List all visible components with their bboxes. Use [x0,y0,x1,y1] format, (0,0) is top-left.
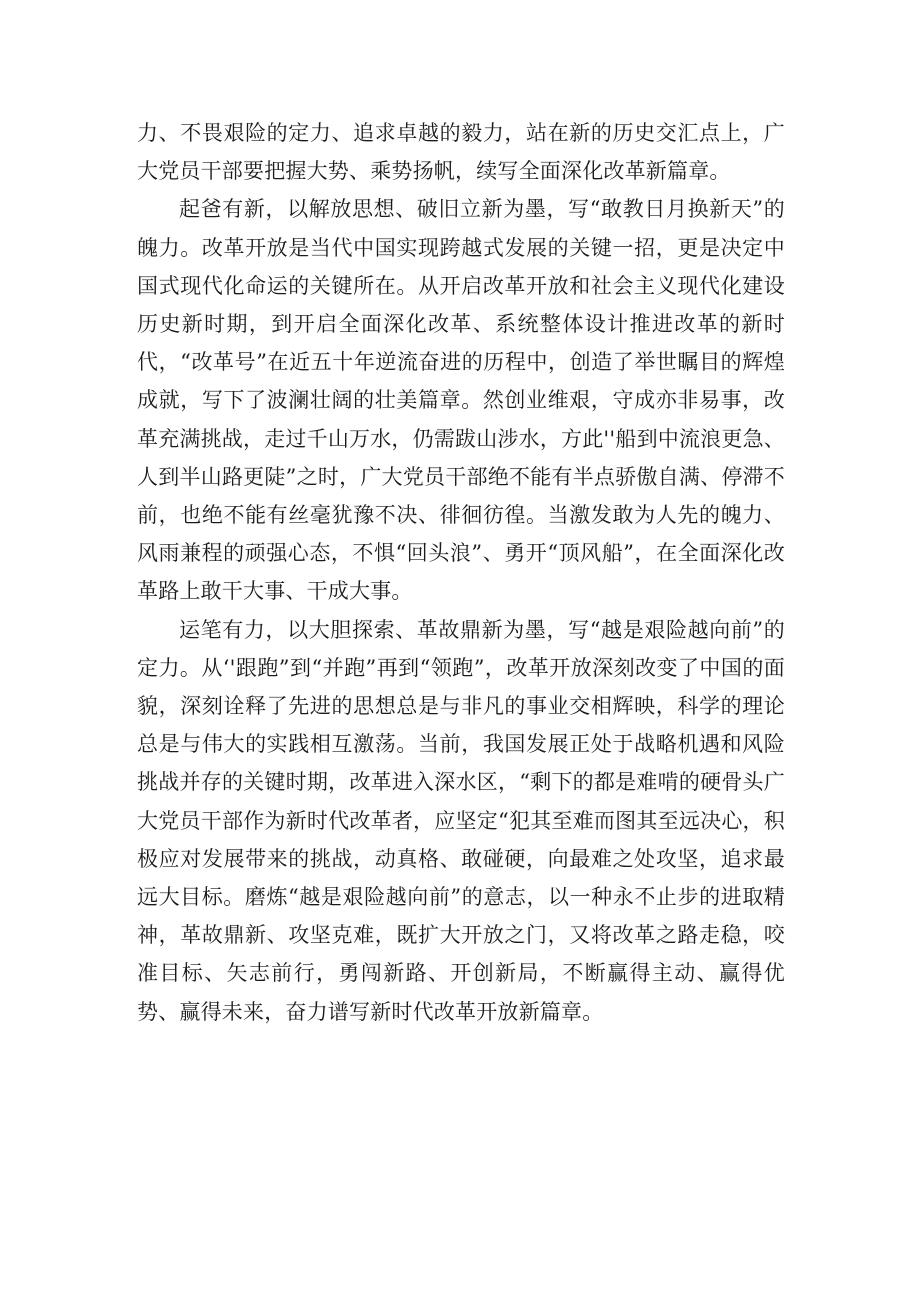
paragraph-reform-resolve: 运笔有力，以大胆探索、革故鼎新为墨，写“越是艰险越向前”的定力。从‘'跟跑”到“并跑”再到“领跑”，改革开放深刻改变了中国的面貌，深刻诠释了先进的思想总是与非凡的事业交相辉映，科学的理论总是与伟大的实践相互激荡。当前，我国发展正处于战略机遇和风险挑战并存的关键时期，改革进入深水区，“剩下的都是难啃的硬骨头广大党员干部作为新时代改革者，应坚定“犯其至难而图其至远决心，积极应对发展带来的挑战，动真格、敢碰硬，向最难之处攻坚，追求最远大目标。磨炼“越是艰险越向前”的意志，以一种永不止步的进取精神，革故鼎新、攻坚克难，既扩大开放之门，又将改革之路走稳，咬准目标、矢志前行，勇闯新路、开创新局，不断赢得主动、赢得优势、赢得未来，奋力谱写新时代改革开放新篇章。 [137,617,785,1024]
paragraph-continuation: 力、不畏艰险的定力、追求卓越的毅力，站在新的历史交汇点上，广大党员干部要把握大势、乘势扬帆，续写全面深化改革新篇章。 [137,121,785,184]
paragraph-reform-courage: 起爸有新，以解放思想、破旧立新为墨，写“敢教日月换新天”的魄力。改革开放是当代中国实现跨越式发展的关键一招，更是决定中国式现代化命运的关键所在。从开启改革开放和社会主义现代化建设历史新时期，到开启全面深化改革、系统整体设计推进改革的新时代，“改革号”在近五十年逆流奋进的历程中，创造了举世瞩目的辉煌成就，写下了波澜壮阔的壮美篇章。然创业维艰，守成亦非易事，改革充满挑战，走过千山万水，仍需跋山涉水，方此''船到中流浪更急、人到半山路更陡”之时，广大党员干部绝不能有半点骄傲自满、停滞不前，也绝不能有丝毫犹豫不决、徘徊彷徨。当激发敢为人先的魄力、风雨兼程的顽强心态，不惧“回头浪”、勇开“顶风船”，在全面深化改革路上敢干大事、干成大事。 [137,197,785,604]
document-body [137,114,785,1031]
